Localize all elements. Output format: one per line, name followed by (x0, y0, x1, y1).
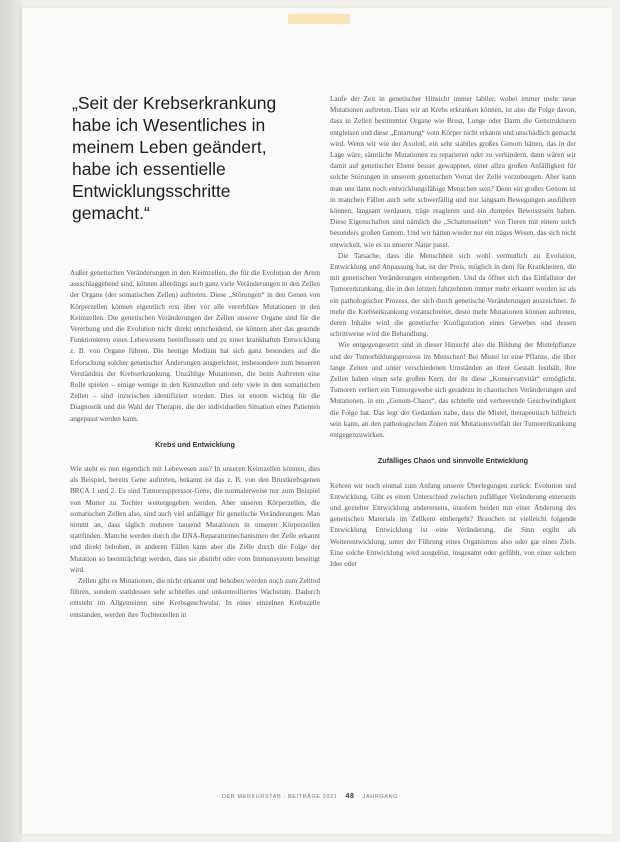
left-text-column (70, 268, 320, 621)
page-gutter-shadow (0, 0, 22, 842)
page-number: 48 (345, 793, 355, 800)
section-tab-marker (288, 14, 350, 24)
footer-right-label: JAHRGANG (362, 794, 399, 800)
body-paragraph: Zellen gibt es Mutationen, die nicht erkannt und behoben werden noch zum Zelltod führen, sondern stattdessen sehr schnelles und unkontrolliertes Wachstum. Dadurch entsteht im Allgemeinen eine Krebsgeschwulst. In einer einzelnen Krebszelle entstanden, werden ihre Tochterzellen in (70, 577, 320, 619)
body-paragraph: Laufe der Zeit in genetischer Hinsicht immer labiler, wobei immer mehr neue Mutationen auftreten. Dass wir an Krebs erkranken können, ist also die Folge davon, dass in Zellen bestimmter Organe wie Brust, Lunge oder Darm die Genstrukturen entgleisen und diese „Entartung“ vom Körper nicht erkannt und unschädlich gemacht wird. Wenn wir wie der Axolotl, ein sehr stabiles großes Genom hätten, das in der Lage wäre, sämtliche Mutationen zu reparieren oder zu verhindern, dann wären wir damit auf genetischer Ebene besser gewappnet, einer allzu großen Anfälligkeit für solche Störungen in unserem genetischen Vorrat der Zelle vorzubeugen. Aber kann man uns dann noch entwicklungsfähige Menschen sein? Denn ein großes Genom ist in manchen Fällen auch sehr schwerfällig und nur langsam Bewegungen ausführen können, langsam verdauen, träge reagieren und ein dumpfes Bewusstsein haben. Diese Eigenschaften sind nämlich die „Schattenseiten“ von Tieren mit einem solch besonders großen Genom. Und wir hätten wieder nur ein träges Wesen, das sich nicht entwickelt, wie es zu unserer Natur passt. (330, 95, 576, 249)
body-paragraph: Kehren wir noch einmal zum Anfang unserer Überlegungen zurück: Evolution und Entwicklung. Gibt es einen Unterschied zwischen zufälliger Veränderung einerseits und gezielter Entwicklung andererseits, insofern beiden mit einer Änderung des genetischen Materials im Zellkern einhergeht? Brauchen ist vielleicht folgende Entwicklung Entwicklung ist eine Veränderung, die Sinn ergibt als Weiterentwicklung, unter der Führung eines Organismus also oder gar eines Ziels. Eine solche Entwicklung wird ausgelöst, insgesamt oder gefühlt, von einer solchen Idee oder (330, 481, 576, 568)
pull-quote: „Seit der Krebserkrankung habe ich Wesentliches in meinem Leben geändert, habe ich essentielle Entwicklungsschritte gemacht.“ (72, 93, 277, 223)
right-text-column (330, 94, 576, 570)
body-paragraph: Wie steht es nun eigentlich mit Lebewesen aus? In unseren Keimzellen können, dies als Beispiel, bereits Gene auftreten, bekannt ist das z. B. von den Brustkrebsgenen BRCA 1 und 2. Es sind Tumorsuppressor-Gene, die normalerweise nur zum Beispiel von Mutter zu Tochter weitergegeben werden. Aber unseren Körperzellen, die somatischen Zellen also, sind auch viel anfälliger für genetische Veränderungen. Man nimmt an, dass täglich mehrere tausend Mutationen in unseren Körperzellen stattfinden. Manche werden durch die DNA-Reparaturmechanismen der Zelle erkannt und direkt behoben, in anderen Fällen kann aber die Zelle durch die Folge der Mutation so beeinträchtigt werden, dass sie abstirbt oder vom Immunsystem beseitigt wird. (70, 465, 320, 574)
body-paragraph: Wie entgegengesetzt sind in dieser Hinsicht also die Bildung der Mistelpflanze und der Tumorbildungsprozess im Menschen! Bei Mistel ist eine Pflanze, die über lange Zeiten und unter verschiedenen Umständen an ihrer Gestalt festhält, ihre Zellen haben einen sehr großen Kern, der ihr diese „Konservativität“ ermöglicht. Tumoren verliert ein Tumorgewebe sich geradezu in chaotischen Veränderungen und Mutationen, in ein „Genom-Chaos“, das schnelle und verheerende Geschwindigkeit die Folge hat. Das legt der Gedanken nahe, dass die Mistel, therapeutisch hilfreich sein kann, an den pathologischen Zonen mit Mutationsvielfalt der Tumorerkrankung entgegenzuwirken. (330, 341, 576, 440)
body-paragraph: Außer genetischen Veränderungen in den Keimzellen, die für die Evolution der Arten ausschlaggebend sind, können allerdings auch ganz viele Veränderungen in den Zellen der Organe (der somatischen Zellen) auftreten. Diese „Störungen“ in den Genen von Körperzellen können eigentlich erst über vor alle vererbbare Mutationen in den Keimzellen. Die genetischen Veränderungen der Zellen unserer Organe sind für die Vererbung und die Evolution nicht direkt entscheidend, sie können aber das gesunde Funktionieren eines Lebewesens beeinflussen und zu einer krankhaften Entwicklung z. B. von Organe führen. Die heutige Medizin hat sich ganz besonders auf die Erforschung solcher genetischer Änderungen ausgerichtet, insbesondere zum besseren Verständnis der Krebserkrankung. Unzählige Mutationen, die beim Auftreten eine Rolle spielen – einige wenige in den Keimzellen und sehr viele in den somatischen Zellen – sind inzwischen identifiziert worden. Dies ist enorm wichtig für die Diagnostik und die Wahl der Therapie, die der individuellen Situation eines Patienten angepasst werden kann. (70, 269, 320, 423)
footer-journal-title: DER MERKURSTAB · BEITRÄGE 2021 (221, 794, 338, 800)
body-paragraph: Die Tatsache, dass die Menschheit sich wohl vermutlich zu Evolution, Entwicklung und Anpassung hat, ist der Preis, möglich in dem für Krankheiten, die mit genetischen Veränderungen einhergehen. Und da öffnet sich das Einfallstor der Tumorerkrankung, die in den letzten Jahrzehnten immer mehr erkannt worden ist als ein pathologischer Prozess, der sich durch genetische Veränderungen auszeichnet. Je mehr die Krebserkrankung voranschreitet, desto mehr Mutationen können auftreten, deren Inhalte wird die genetische Konfiguration eines Gewebes und dessen schrittweise wird die Behandlung. (330, 251, 576, 339)
section-heading: Zufälliges Chaos und sinnvolle Entwicklung (377, 456, 529, 466)
section-heading: Krebs und Entwicklung (155, 439, 235, 449)
page-footer (0, 793, 620, 800)
